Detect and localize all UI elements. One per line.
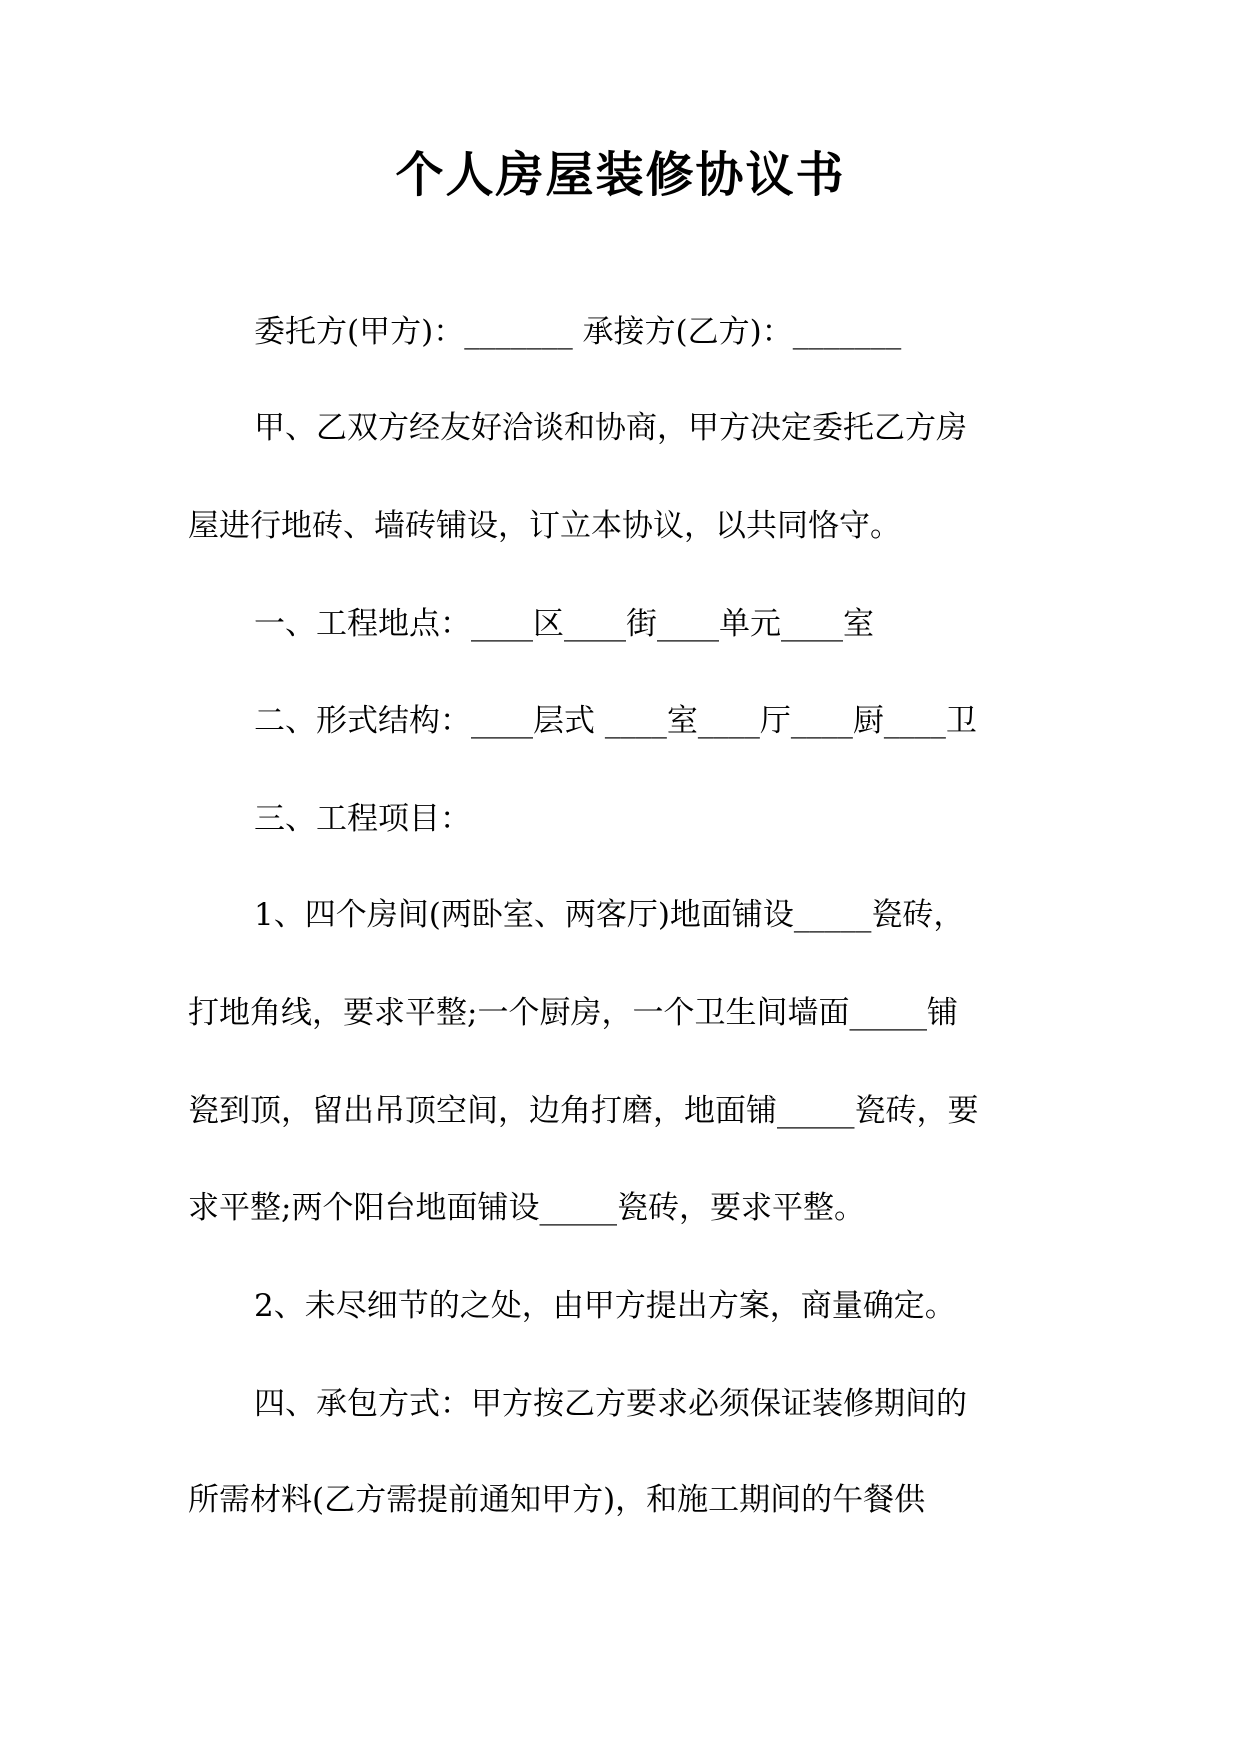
paragraph-line: 2、未尽细节的之处，由甲方提出方案，商量确定。 xyxy=(254,1288,956,1324)
section-heading: 四、承包方式：甲方按乙方要求必须保证装修期间的 xyxy=(254,1386,967,1422)
paragraph-line: 屋进行地砖、墙砖铺设，订立本协议，以共同恪守。 xyxy=(188,508,901,544)
section-heading: 二、形式结构：____层式 ____室____厅____厨____卫 xyxy=(254,703,977,739)
section-heading: 一、工程地点：____区____街____单元____室 xyxy=(254,606,874,642)
paragraph-line: 所需材料(乙方需提前通知甲方)，和施工期间的午餐供 xyxy=(188,1482,926,1518)
paragraph-line: 打地角线，要求平整;一个厨房，一个卫生间墙面_____铺 xyxy=(188,995,958,1031)
paragraph-line: 求平整;两个阳台地面铺设_____瓷砖，要求平整。 xyxy=(188,1190,865,1226)
paragraph-line: 瓷到顶，留出吊顶空间，边角打磨，地面铺_____瓷砖，要 xyxy=(188,1093,979,1129)
parties-line: 委托方(甲方)：_______ 承接方(乙方)：_______ xyxy=(254,314,902,350)
paragraph-line: 甲、乙双方经友好洽谈和协商，甲方决定委托乙方房 xyxy=(254,410,967,446)
paragraph-line: 1、四个房间(两卧室、两客厅)地面铺设_____瓷砖， xyxy=(254,897,965,933)
section-heading: 三、工程项目： xyxy=(254,801,471,837)
document-title: 个人房屋装修协议书 xyxy=(395,147,846,203)
